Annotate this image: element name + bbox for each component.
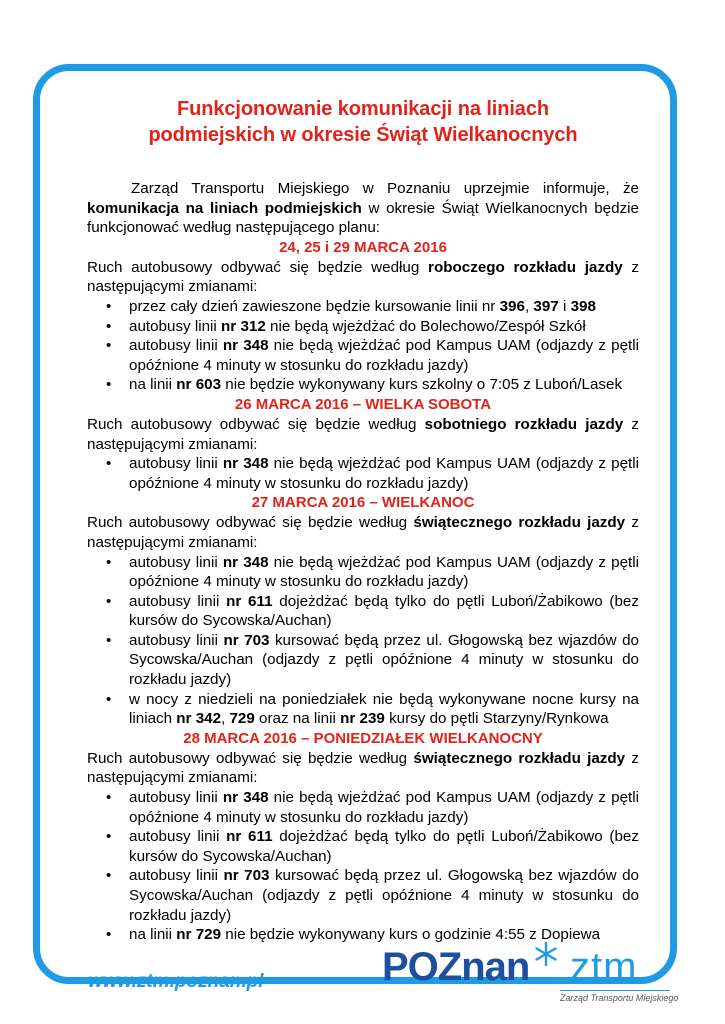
item-text: nie będzie wykonywany kurs o godzinie 4:55 z Dopiewa xyxy=(221,926,601,944)
section-date-heading: 27 MARCA 2016 – WIELKANOC xyxy=(251,494,475,512)
item-text: przez cały dzień zawieszone będzie kursowanie linii nr xyxy=(129,297,500,315)
section-lead xyxy=(87,258,639,297)
line-number: nr 729 xyxy=(176,926,222,944)
line-number: nr 239 xyxy=(340,710,385,728)
section-lead xyxy=(87,513,639,552)
changes-list xyxy=(87,553,639,729)
line-number: nr 703 xyxy=(223,631,270,649)
line-number: nr 312 xyxy=(221,317,266,335)
item-text: autobusy linii xyxy=(129,455,223,473)
line-number: nr 348 xyxy=(222,455,269,473)
bullet-icon: • xyxy=(106,690,112,708)
line-number: nr 348 xyxy=(222,337,269,355)
bullet-icon: • xyxy=(106,828,112,846)
asterisk-icon xyxy=(532,940,560,968)
schedule-type: roboczego rozkładu jazdy xyxy=(428,258,623,276)
logo-underline xyxy=(560,990,670,991)
bullet-icon: • xyxy=(106,592,112,610)
item-text: nie będą wjeżdżać pod Kampus UAM (odjazdy z pętli opóźnione 4 minuty w stosunku do rozkładu jazdy) xyxy=(129,553,639,591)
logo-ztm-text: ztm xyxy=(570,945,638,989)
schedule-type: świątecznego rozkładu jazdy xyxy=(413,749,626,767)
item-text: autobusy linii xyxy=(129,553,223,571)
item-text: i xyxy=(558,297,571,315)
intro-text: Zarząd Transportu Miejskiego w Poznaniu uprzejmie informuje, że xyxy=(131,180,639,197)
list-item xyxy=(87,375,639,395)
logo-subtitle: Zarząd Transportu Miejskiego xyxy=(560,993,679,1003)
notice-content xyxy=(87,96,639,945)
line-number: nr 348 xyxy=(222,553,269,571)
sections-container xyxy=(87,238,639,945)
item-text: autobusy linii xyxy=(129,789,223,807)
intro-bold: komunikacja na liniach podmiejskich xyxy=(87,199,362,217)
item-text: , xyxy=(221,710,230,728)
section-date-heading: 28 MARCA 2016 – PONIEDZIAŁEK WIELKANOCNY xyxy=(183,729,543,747)
item-text: na linii xyxy=(129,926,177,944)
lead-text: z następującymi zmianami: xyxy=(87,749,639,787)
line-number: nr 703 xyxy=(223,867,270,885)
lead-text: z następującymi zmianami: xyxy=(87,415,639,453)
list-item xyxy=(87,297,639,317)
list-item xyxy=(87,317,639,337)
lead-text: Ruch autobusowy odbywać się będzie według xyxy=(87,514,414,532)
bullet-icon: • xyxy=(106,297,112,315)
bullet-icon: • xyxy=(106,789,112,807)
logo-poznan-text: POZnan xyxy=(382,945,530,989)
item-text: autobusy linii xyxy=(129,867,224,885)
item-text: dojeżdżać będą tylko do pętli Luboń/Żabikowo (bez kursów do Sycowska/Auchan) xyxy=(129,592,639,630)
bullet-icon: • xyxy=(106,867,112,885)
line-number: 397 xyxy=(533,297,559,315)
item-text: w nocy z niedzieli na poniedziałek nie będą wykonywane nocne kursy na liniach xyxy=(129,690,639,728)
intro-text-end: w okresie Świąt Wielkanocnych będzie funkcjonować według następującego planu: xyxy=(87,199,639,237)
lead-text: Ruch autobusowy odbywać się będzie według xyxy=(87,258,429,276)
bullet-icon: • xyxy=(106,376,112,394)
list-item xyxy=(87,690,639,729)
section-lead xyxy=(87,415,639,454)
item-text: na linii xyxy=(129,376,177,394)
title-line-1: Funkcjonowanie komunikacji na liniach xyxy=(177,98,549,120)
lead-text: Ruch autobusowy odbywać się będzie według xyxy=(87,749,414,767)
bullet-icon: • xyxy=(106,631,112,649)
changes-list xyxy=(87,454,639,493)
list-item xyxy=(87,592,639,631)
item-text: kursować będą przez ul. Głogowską bez wjazdów do Sycowska/Auchan (odjazdy z pętli opóźnione 4 minuty w stosunku do rozkładu jazdy) xyxy=(129,867,639,924)
website-link[interactable]: www.ztm.poznan.pl xyxy=(88,971,264,992)
item-text: , xyxy=(524,297,534,315)
line-number: nr 611 xyxy=(226,828,273,846)
item-text: nie będzie wykonywany kurs szkolny o 7:05 z Luboń/Lasek xyxy=(221,376,623,394)
item-text: autobusy linii xyxy=(129,592,227,610)
item-text: kursy do pętli Starzyny/Rynkowa xyxy=(384,710,609,728)
ztm-logo xyxy=(382,940,682,1010)
list-item xyxy=(87,788,639,827)
item-text: nie będą wjeżdżać pod Kampus UAM (odjazdy z pętli opóźnione 4 minuty w stosunku do rozkładu jazdy) xyxy=(129,337,639,374)
line-number: 396 xyxy=(499,297,525,315)
section-date-heading: 26 MARCA 2016 – WIELKA SOBOTA xyxy=(234,395,492,413)
item-text: autobusy linii xyxy=(129,828,227,846)
changes-list xyxy=(87,297,639,395)
intro-paragraph xyxy=(87,179,639,238)
line-number: nr 603 xyxy=(176,376,222,394)
list-item xyxy=(87,631,639,690)
title-line-2: podmiejskich w okresie Świąt Wielkanocnych xyxy=(148,124,578,146)
line-number: 729 xyxy=(229,710,255,728)
bullet-icon: • xyxy=(106,553,112,571)
lead-text: Ruch autobusowy odbywać się będzie według xyxy=(87,415,425,433)
line-number: nr 611 xyxy=(226,592,273,610)
item-text: autobusy linii xyxy=(129,631,224,649)
list-item xyxy=(87,454,639,493)
item-text: kursować będą przez ul. Głogowską bez wjazdów do Sycowska/Auchan (odjazdy z pętli opóźnione 4 minuty w stosunku do rozkładu jazdy) xyxy=(129,631,639,689)
line-number: 398 xyxy=(570,297,596,315)
item-text: dojeżdżać będą tylko do pętli Luboń/Żabikowo (bez kursów do Sycowska/Auchan) xyxy=(129,828,639,865)
item-text: nie będą wjeżdżać pod Kampus UAM (odjazdy z pętli opóźnione 4 minuty w stosunku do rozkładu jazdy) xyxy=(129,789,639,826)
item-text: autobusy linii xyxy=(129,317,222,335)
item-text: autobusy linii xyxy=(129,337,223,355)
bullet-icon: • xyxy=(106,337,112,355)
bullet-icon: • xyxy=(106,455,112,473)
schedule-type: sobotniego rozkładu jazdy xyxy=(424,415,624,433)
section-lead xyxy=(87,749,639,788)
bullet-icon: • xyxy=(106,317,112,335)
lead-text: z następującymi zmianami: xyxy=(87,514,639,551)
section-date-heading: 24, 25 i 29 MARCA 2016 xyxy=(279,238,447,256)
schedule-type: świątecznego rozkładu jazdy xyxy=(413,514,626,532)
changes-list xyxy=(87,788,639,945)
list-item xyxy=(87,553,639,592)
list-item xyxy=(87,866,639,925)
lead-text: z następującymi zmianami: xyxy=(87,258,639,296)
line-number: nr 348 xyxy=(222,789,269,807)
list-item xyxy=(87,336,639,375)
item-text: oraz na linii xyxy=(254,710,341,728)
list-item xyxy=(87,827,639,866)
notice-title xyxy=(87,96,639,148)
item-text: nie będą wjeżdżać do Bolechowo/Zespół Szkół xyxy=(265,317,586,335)
item-text: nie będą wjeżdżać pod Kampus UAM (odjazdy z pętli opóźnione 4 minuty w stosunku do rozkładu jazdy) xyxy=(129,455,639,492)
bullet-icon: • xyxy=(106,926,112,944)
line-number: nr 342 xyxy=(176,710,222,728)
